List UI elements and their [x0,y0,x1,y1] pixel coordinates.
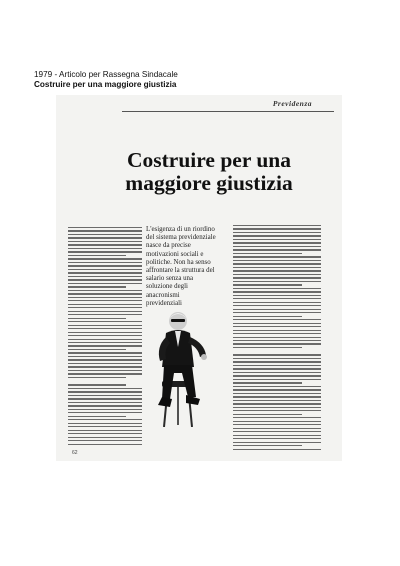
text-line [68,272,142,273]
text-line [68,423,142,424]
text-line [233,343,321,344]
text-line [68,363,142,364]
text-line [68,349,126,350]
text-line [68,444,142,445]
text-line [68,255,126,256]
text-line [68,352,142,353]
text-line [233,291,321,292]
text-line [233,438,321,439]
text-line [233,386,321,387]
text-line [68,265,142,266]
text-line [68,345,142,346]
text-line [233,379,321,380]
text-line [233,267,321,268]
text-line [233,340,321,341]
text-line [233,246,321,247]
text-line [68,412,142,413]
text-line [233,277,321,278]
text-line [233,389,321,390]
text-line [68,359,142,360]
text-line [233,326,321,327]
text-line [233,358,321,359]
text-line [233,396,321,397]
text-line [233,288,321,289]
text-line [233,249,321,250]
text-line [233,368,321,369]
text-line [233,424,321,425]
text-line [233,225,321,226]
text-line [68,366,142,367]
text-line [68,405,142,406]
text-line [68,234,142,235]
text-line [233,333,321,334]
text-line [233,274,321,275]
text-line [68,227,142,228]
text-line [68,440,142,441]
text-line [68,304,142,305]
text-line [68,373,142,374]
text-line [68,300,142,301]
text-line [233,365,321,366]
text-line [68,293,142,294]
text-line [68,430,142,431]
text-line [233,354,321,355]
text-line [68,258,142,259]
text-line [233,414,302,415]
text-line [68,279,142,280]
text-line [68,230,142,231]
text-line [68,332,142,333]
text-line [68,335,142,336]
text-line [68,395,142,396]
text-line [68,248,142,249]
text-line [68,398,142,399]
text-line [233,347,302,348]
text-line [233,239,321,240]
text-line [233,316,302,317]
text-line [68,328,142,329]
text-line [233,256,321,257]
text-line [68,377,126,378]
text-line [233,302,321,303]
text-line [233,403,321,404]
text-line [233,263,321,264]
text-line [233,281,321,282]
text-line [233,305,321,306]
text-line [68,370,142,371]
text-line [233,417,321,418]
text-line [233,235,321,236]
text-line [233,284,302,285]
text-line [68,314,142,315]
article-lede: L'esigenza di un riordino del sistema previdenziale nasce da precise motivazioni sociali e politiche. Non ha senso affrontare la struttura del salario senza una soluzione degli anacronismi previdenziali [146,226,216,307]
text-line [68,433,142,434]
text-line [68,241,142,242]
text-line [68,342,142,343]
text-line [233,337,321,338]
body-column-left [68,227,142,445]
text-line [68,290,142,291]
text-line [68,391,142,392]
body-column-right [233,225,321,451]
text-line [68,297,142,298]
text-line [233,323,321,324]
text-line [233,428,321,429]
text-line [233,449,321,450]
text-line [68,244,142,245]
page-number: 62 [72,450,78,456]
text-line [68,339,142,340]
text-line [233,400,321,401]
text-line [233,421,321,422]
text-line [233,228,321,229]
text-line [233,393,321,394]
text-line [233,253,302,254]
text-line [233,435,321,436]
text-line [68,251,142,252]
document-caption [34,70,178,90]
text-line [68,318,126,319]
text-line [68,237,142,238]
text-line [68,276,142,277]
text-line [68,321,142,322]
section-label: Previdenza [269,99,316,108]
caption-title-line: Costruire per una maggiore giustizia [34,80,177,89]
text-line [68,283,142,284]
text-line [68,269,142,270]
text-line [233,330,321,331]
text-line [233,270,321,271]
text-line [68,416,126,417]
text-line [68,409,142,410]
text-line [68,311,142,312]
text-line [68,419,142,420]
text-line [233,260,321,261]
text-line [233,298,321,299]
text-line [233,372,321,373]
text-line [233,232,321,233]
text-line [68,388,142,389]
text-line [68,262,142,263]
text-line [233,242,321,243]
scanned-article [56,95,342,461]
text-line [233,312,321,313]
article-headline: Costruire per una maggiore giustizia [125,148,293,195]
text-line [233,445,302,446]
caption-source-line: 1979 - Articolo per Rassegna Sindacale [34,70,178,79]
text-line [233,442,321,443]
text-line [68,402,142,403]
text-line [68,356,142,357]
text-line [68,307,142,308]
section-rule [122,111,334,112]
text-line [68,286,126,287]
text-line [68,437,142,438]
text-line [233,407,321,408]
text-line [233,382,302,383]
text-line [233,295,321,296]
text-line [233,410,321,411]
text-line [233,319,321,320]
text-line [233,431,321,432]
text-line [233,361,321,362]
text-line [233,309,321,310]
portrait-photo [148,307,218,427]
text-line [68,384,126,385]
text-line [68,325,142,326]
text-line [233,375,321,376]
text-line [68,426,142,427]
